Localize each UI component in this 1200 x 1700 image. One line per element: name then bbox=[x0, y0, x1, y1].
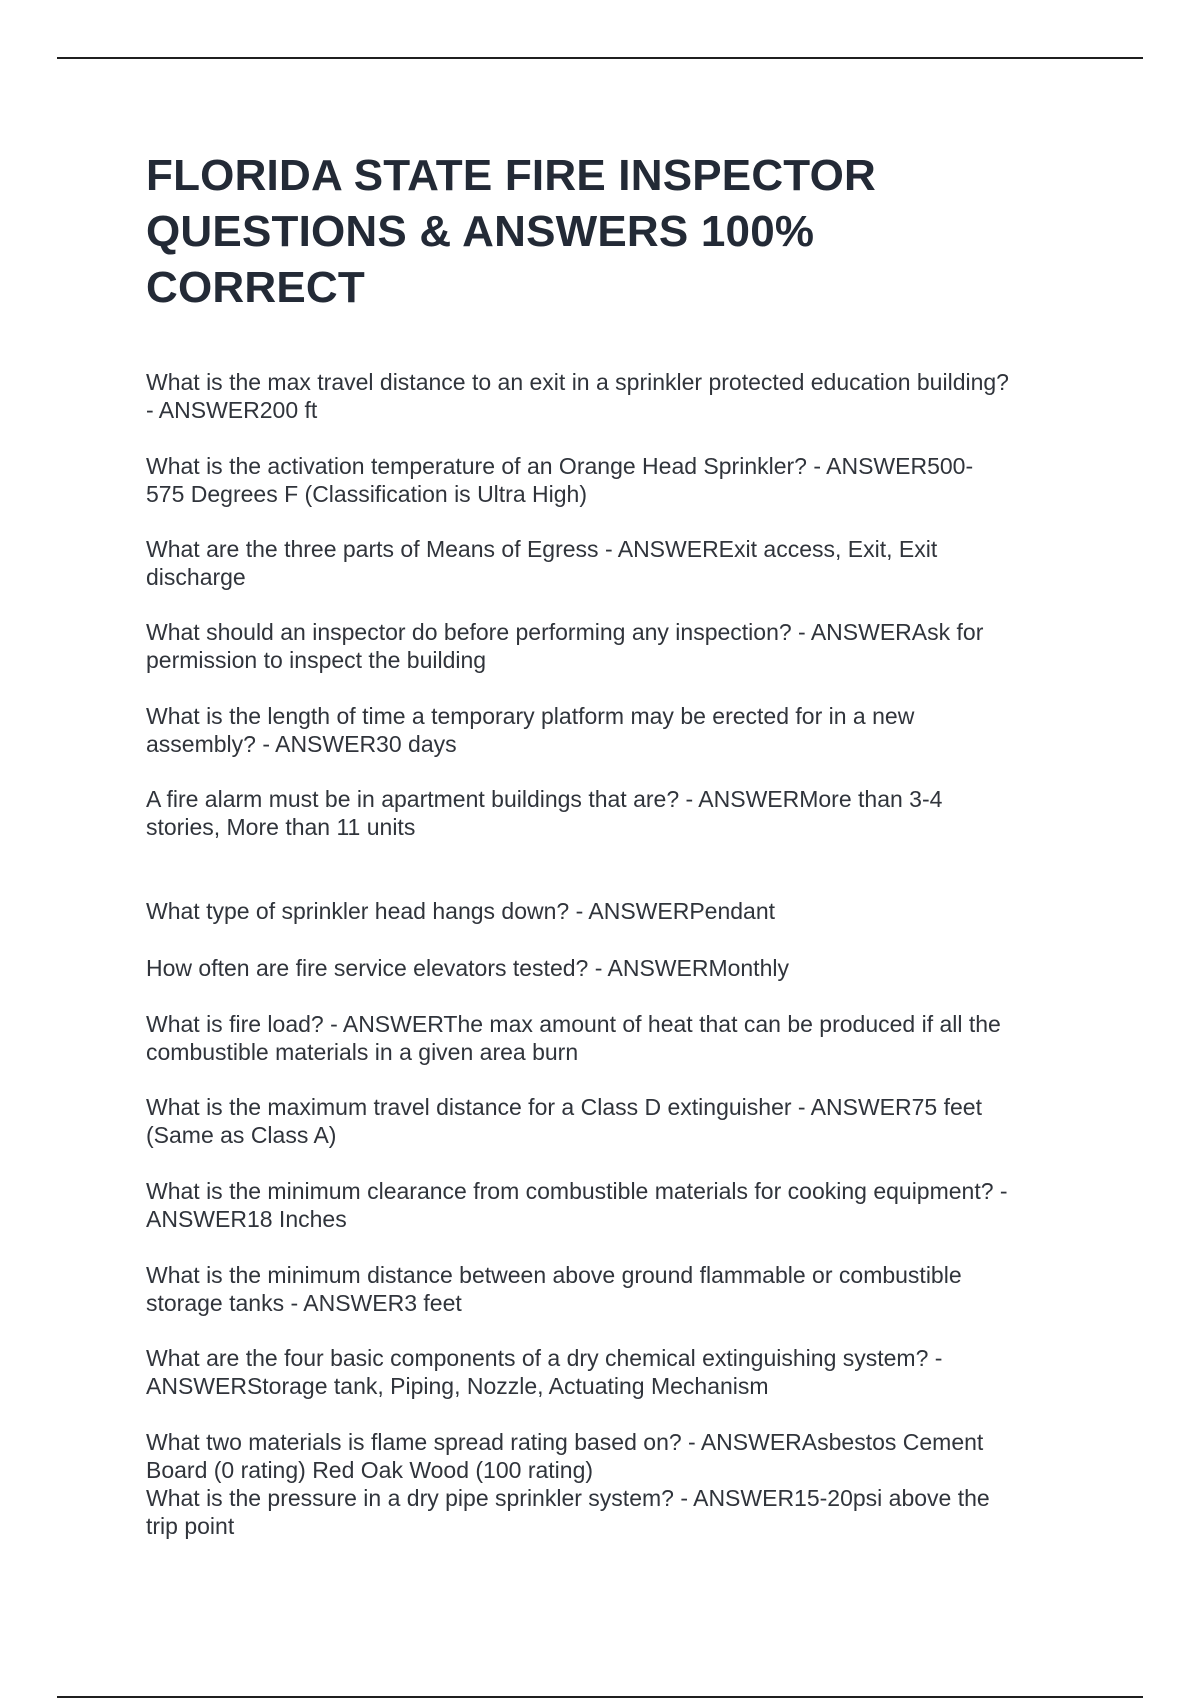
qa-line: trip point bbox=[146, 1513, 235, 1539]
document-title bbox=[146, 148, 1066, 316]
qa-line: What is the maximum travel distance for a Class D extinguisher - ANSWER75 feet bbox=[146, 1094, 982, 1120]
qa-item bbox=[146, 897, 1066, 925]
qa-line: storage tanks - ANSWER3 feet bbox=[146, 1290, 462, 1316]
qa-line: - ANSWER200 ft bbox=[146, 397, 318, 423]
qa-item bbox=[146, 1261, 1066, 1317]
qa-item bbox=[146, 618, 1066, 674]
title-line: QUESTIONS & ANSWERS 100% bbox=[146, 207, 815, 256]
qa-line: What should an inspector do before performing any inspection? - ANSWERAsk for bbox=[146, 619, 984, 645]
qa-line: What is the minimum distance between above ground flammable or combustible bbox=[146, 1262, 962, 1288]
qa-line: What is fire load? - ANSWERThe max amount of heat that can be produced if all the bbox=[146, 1011, 1001, 1037]
qa-line: What type of sprinkler head hangs down? - ANSWERPendant bbox=[146, 898, 776, 924]
qa-item bbox=[146, 1010, 1066, 1066]
qa-line: Board (0 rating) Red Oak Wood (100 rating) bbox=[146, 1457, 594, 1483]
title-line: FLORIDA STATE FIRE INSPECTOR bbox=[146, 151, 876, 200]
top-rule bbox=[57, 57, 1143, 59]
qa-item bbox=[146, 1093, 1066, 1149]
qa-line: combustible materials in a given area burn bbox=[146, 1039, 579, 1065]
qa-line: ANSWERStorage tank, Piping, Nozzle, Actuating Mechanism bbox=[146, 1373, 769, 1399]
qa-line: What are the four basic components of a dry chemical extinguishing system? - bbox=[146, 1345, 943, 1371]
qa-item bbox=[146, 1344, 1066, 1400]
qa-line: What two materials is flame spread rating based on? - ANSWERAsbestos Cement bbox=[146, 1429, 984, 1455]
title-line: CORRECT bbox=[146, 263, 365, 312]
qa-item bbox=[146, 1428, 1066, 1540]
qa-line: What is the minimum clearance from combustible materials for cooking equipment? - bbox=[146, 1178, 1008, 1204]
qa-line: What is the length of time a temporary platform may be erected for in a new bbox=[146, 703, 915, 729]
qa-line: What are the three parts of Means of Egress - ANSWERExit access, Exit, Exit bbox=[146, 536, 938, 562]
qa-item bbox=[146, 785, 1066, 841]
qa-line: (Same as Class A) bbox=[146, 1122, 337, 1148]
qa-line: assembly? - ANSWER30 days bbox=[146, 731, 457, 757]
qa-line: permission to inspect the building bbox=[146, 647, 487, 673]
qa-line: What is the max travel distance to an exit in a sprinkler protected education building? bbox=[146, 369, 1009, 395]
qa-line: What is the activation temperature of an Orange Head Sprinkler? - ANSWER500- bbox=[146, 453, 974, 479]
bottom-rule bbox=[57, 1696, 1143, 1698]
qa-line: How often are fire service elevators tested? - ANSWERMonthly bbox=[146, 955, 789, 981]
qa-line: discharge bbox=[146, 564, 246, 590]
qa-line: A fire alarm must be in apartment buildings that are? - ANSWERMore than 3-4 bbox=[146, 786, 943, 812]
qa-item bbox=[146, 1177, 1066, 1233]
qa-line: ANSWER18 Inches bbox=[146, 1206, 347, 1232]
qa-item bbox=[146, 954, 1066, 982]
qa-item bbox=[146, 535, 1066, 591]
qa-line: 575 Degrees F (Classification is Ultra High) bbox=[146, 481, 587, 507]
qa-item bbox=[146, 368, 1066, 424]
qa-item bbox=[146, 452, 1066, 508]
qa-line: What is the pressure in a dry pipe sprinkler system? - ANSWER15-20psi above the bbox=[146, 1485, 990, 1511]
qa-line: stories, More than 11 units bbox=[146, 814, 416, 840]
qa-item bbox=[146, 702, 1066, 758]
